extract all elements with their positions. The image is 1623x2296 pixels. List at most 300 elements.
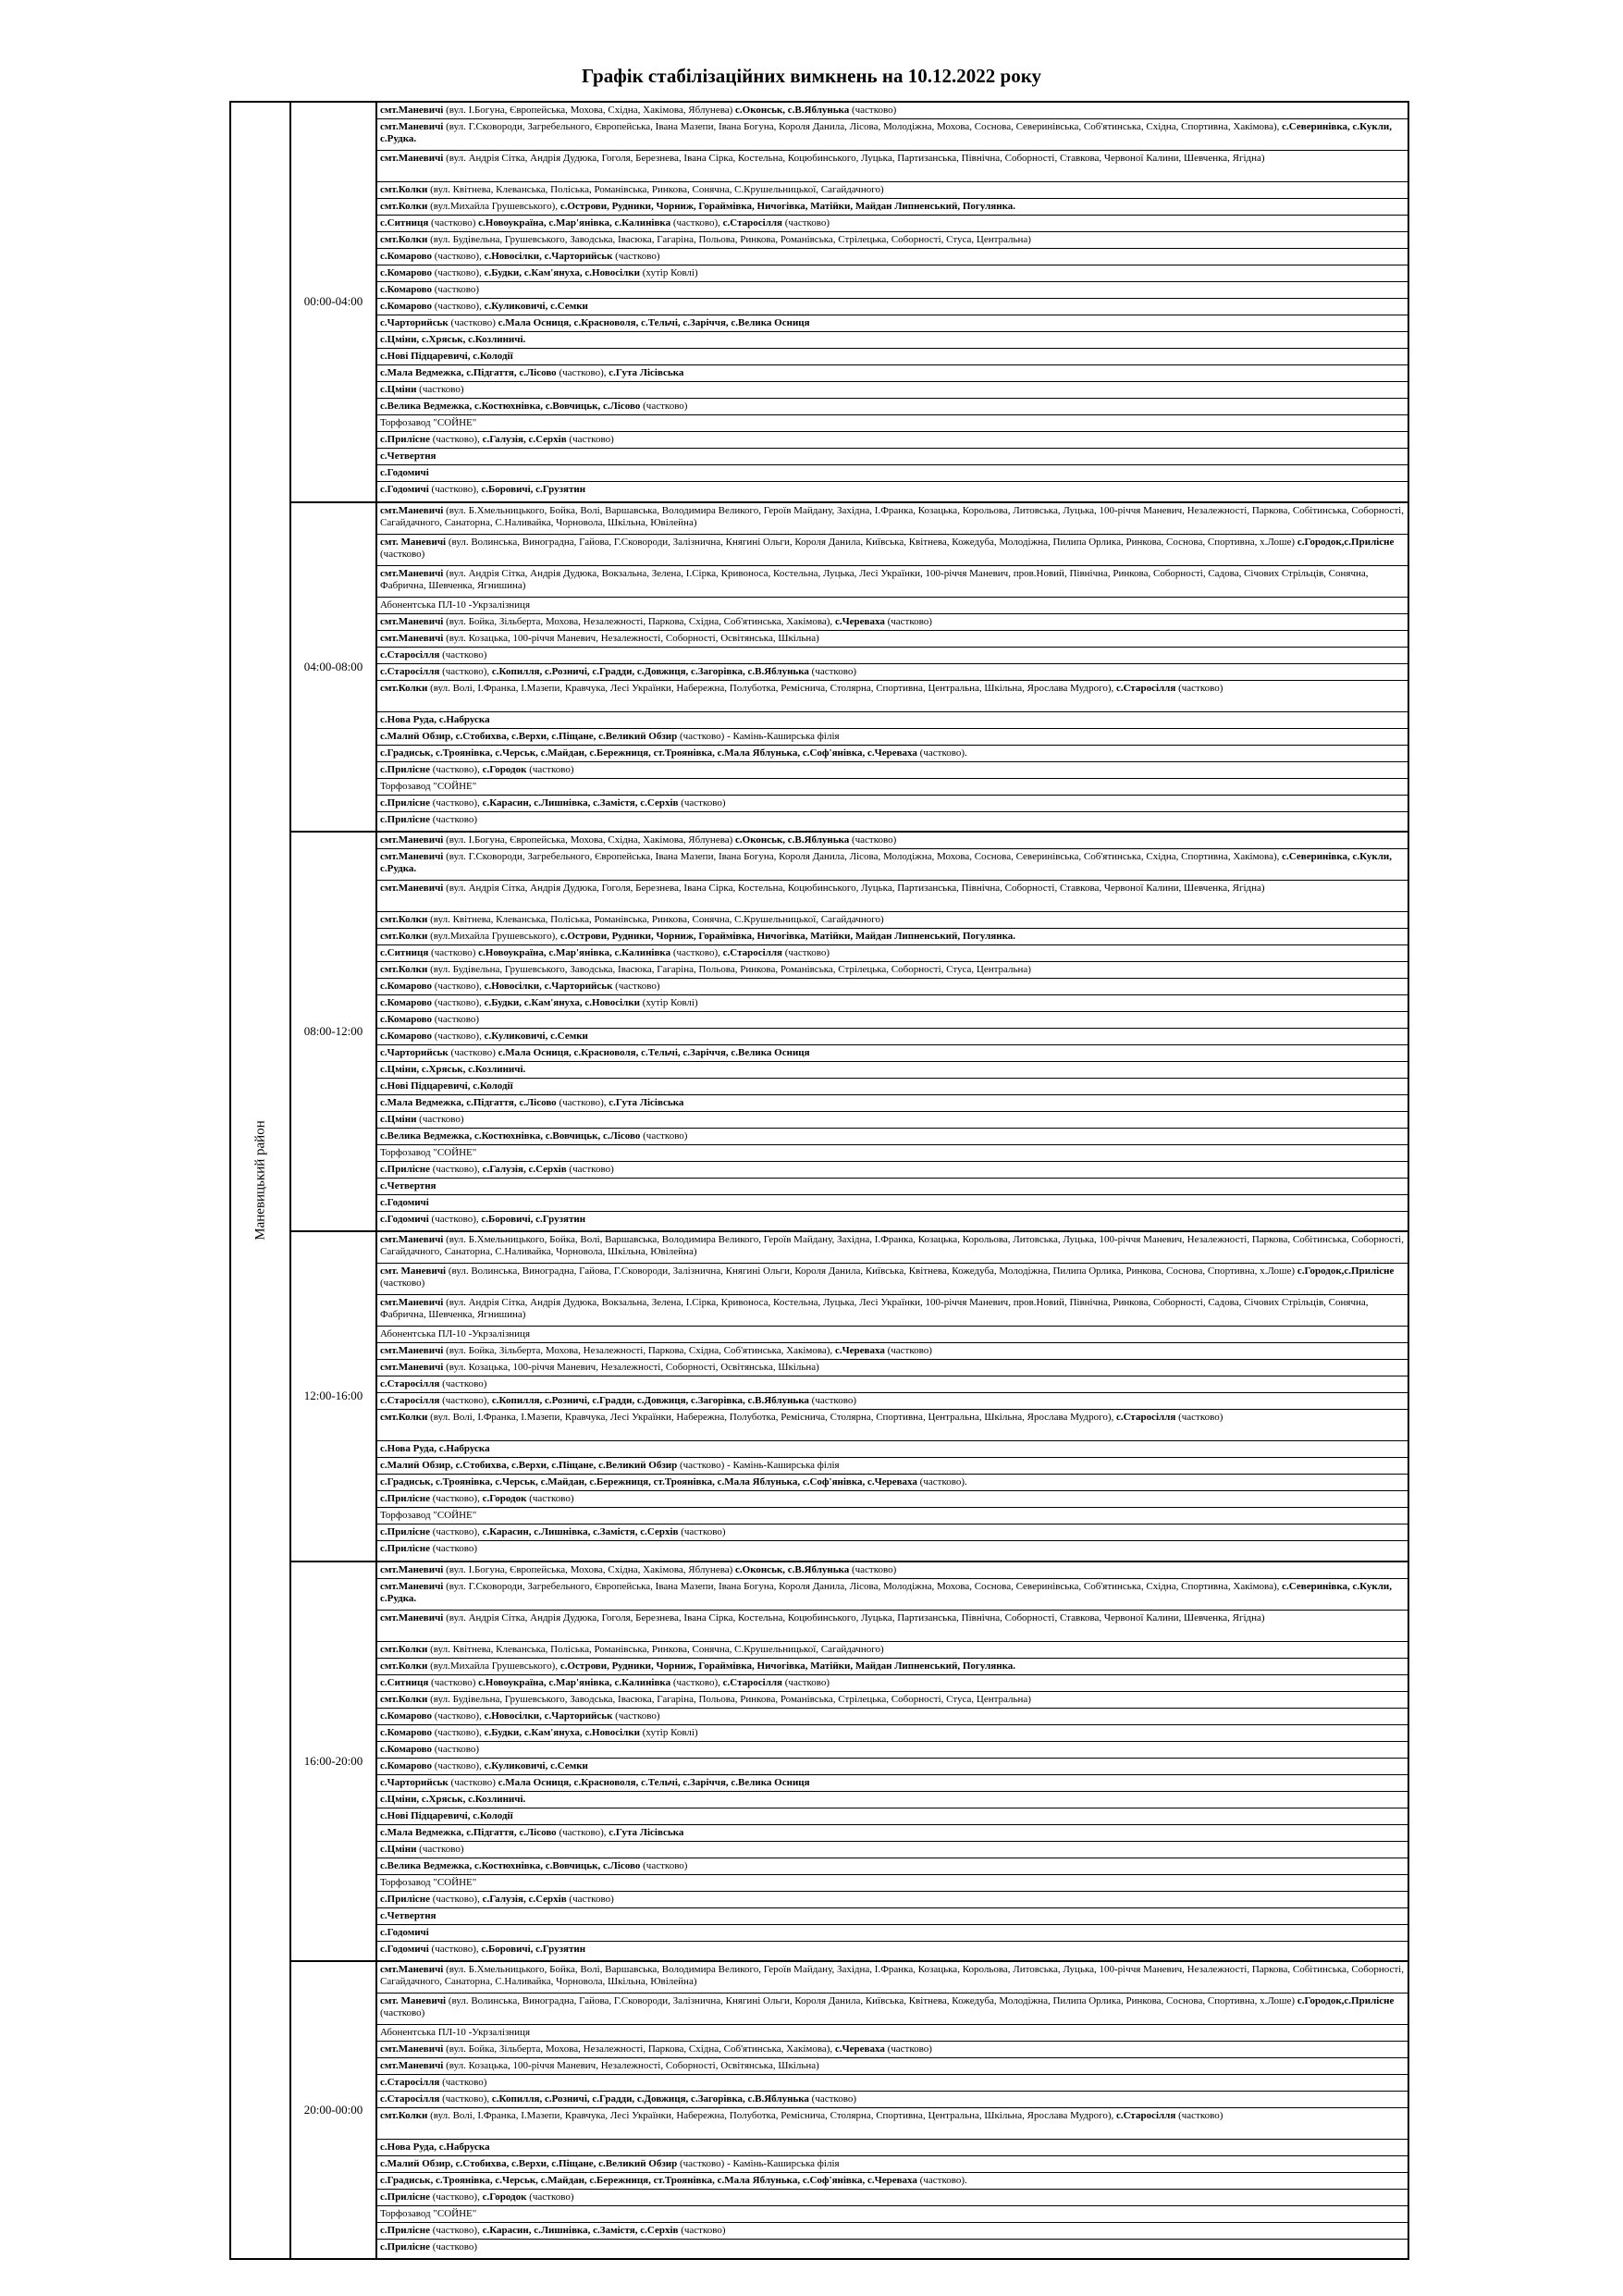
outage-detail: Абонентська ПЛ-10 -Укрзалізниця <box>380 1328 531 1340</box>
settlement-name: с.Череваха <box>834 615 885 627</box>
outage-detail: (вул. Волинська, Виноградна, Гайова, Г.Сковороди, Залізнична, Княгині Ольги, Короля Данила, Київська, Квітнева, Кожедуба, Молодіжна, Пилипа Орлика, Ринкова, Соснова, Спортивна, х.Лоше) <box>446 1995 1297 2007</box>
settlement-name: с.Старосілля <box>380 2077 440 2089</box>
settlement-name: смт.Маневичі <box>380 833 444 846</box>
settlement-name: смт.Маневичі <box>380 1345 444 1357</box>
outage-detail: (вул. Волі, І.Франка, І.Мазепи, Кравчука, Лесі Українки, Набережна, Полуботка, Ремісничa, Столярна, Спортивна, Центральна, Шкільна, Ярослава Мудрого), <box>427 1412 1116 1424</box>
settlement-name: с.Комарово <box>380 980 432 992</box>
outage-detail: (частково), <box>556 367 609 378</box>
settlement-name: с.Старосілля <box>380 648 440 660</box>
settlement-name: с.Нові Підцаревичі, с.Колодії <box>380 1080 513 1092</box>
outage-line <box>377 762 1408 779</box>
settlement-name: с.Старосілля <box>722 217 782 228</box>
settlement-name: с.Комарово <box>380 1030 432 1042</box>
outage-detail: (хутір Ковлі) <box>639 996 698 1008</box>
settlement-name: с.Новоукраїна, с.Мар'янівка, с.Калинівка <box>478 946 671 958</box>
outage-line <box>377 1892 1408 1908</box>
settlement-name: смт.Маневичі <box>380 1297 444 1309</box>
outage-detail: (частково), <box>439 2093 492 2105</box>
outage-line <box>377 1962 1408 1994</box>
outage-detail: (частково) <box>566 1163 614 1175</box>
outage-line <box>377 1908 1408 1925</box>
schedule-row <box>230 1562 1408 1962</box>
outage-detail: (частково) <box>640 1129 688 1142</box>
district-cell <box>230 102 290 2259</box>
outage-list <box>376 832 1408 1232</box>
settlement-name: с.Северинівка, с.Кукли, с.Рудка. <box>380 121 1392 144</box>
outage-detail: (частково), <box>429 2191 483 2203</box>
outage-detail: (вул. Козацька, 100-річчя Маневич, Незалежності, Соборності, Освітянська, Шкільна) <box>443 1362 819 1374</box>
outage-line <box>377 2075 1408 2092</box>
time-slot: 00:00-04:00 <box>290 102 376 502</box>
outage-detail: (частково) <box>439 1378 487 1390</box>
outage-detail: (частково) <box>808 1395 856 1407</box>
time-slot: 16:00-20:00 <box>290 1562 376 1962</box>
settlement-name: с.Цміни <box>380 1113 417 1125</box>
settlement-name: с.Комарово <box>380 1759 432 1771</box>
settlement-name: с.Прилісне <box>380 434 430 445</box>
settlement-name: с.Нова Руда, с.Набруска <box>380 1443 490 1455</box>
outage-detail: (частково), <box>431 1726 485 1738</box>
outage-line <box>377 945 1408 962</box>
outage-line <box>377 249 1408 265</box>
settlement-name: с.Четвертня <box>380 1909 436 1921</box>
outage-detail: (частково) <box>439 2077 487 2089</box>
settlement-name: с.Чарторийськ <box>380 1046 449 1058</box>
settlement-name: с.Новоукраїна, с.Мар'янівка, с.Калинівка <box>478 1676 671 1688</box>
settlement-name: с.Ситниця <box>380 946 429 958</box>
outage-line <box>377 1393 1408 1410</box>
settlement-name: с.Комарово <box>380 267 432 278</box>
settlement-name: с.Градиськ, с.Троянівка, с.Черськ, с.Майдан, с.Бережниця, ст.Троянівка, с.Мала Яблунька, с.Соф'янівка, с.Череваха <box>380 2175 917 2187</box>
outage-detail: (частково) <box>431 1013 480 1025</box>
schedule-row <box>230 102 1408 502</box>
settlement-name: смт.Маневичі <box>380 2060 444 2072</box>
settlement-name: смт. Маневичі <box>380 1265 447 1278</box>
settlement-name: с.Череваха <box>834 2043 885 2055</box>
outage-line <box>377 2058 1408 2075</box>
outage-detail: (вул. Г.Сковороди, Загребельного, Європейська, Івана Мазепи, Івана Богуна, Короля Данила, Лісова, Молодіжна, Мохова, Соснова, Северинівська, Соб'ятинська, Східна, Спортивна, Хакімова), <box>443 1580 1283 1592</box>
outage-detail: (частково) <box>678 2225 726 2237</box>
settlement-name: с.Мала Осниця, с.Красноволя, с.Тельчі, с.Заріччя, с.Велика Осниця <box>498 1046 810 1058</box>
outage-detail: (частково), <box>428 1213 482 1225</box>
outage-detail: (вул. І.Богуна, Європейська, Мохова, Східна, Хакімова, Яблунева) <box>443 105 736 116</box>
outage-detail: (вул. І.Богуна, Європейська, Мохова, Східна, Хакімова, Яблунева) <box>443 833 736 846</box>
outage-detail: (вул. Андрія Сітка, Андрія Дудюка, Вокзальна, Зелена, І.Сірка, Кривоноса, Костельна, Луцька, Лесі Українки, 100-річчя Маневич, пров.Новий, Північна, Ринкова, Соборності, Садова, Січових Стрільців, Сонячна, Фабрична, Шевченка, Ягнишина) <box>380 1297 1369 1321</box>
settlement-name: с.Северинівка, с.Кукли, с.Рудка. <box>380 850 1392 874</box>
outage-detail: (вул. Андрія Сітка, Андрія Дудюка, Гоголя, Березнева, Івана Сірка, Костельна, Коцюбинського, Луцька, Партизанська, Північна, Соборності, Ставкова, Червоної Калини, Шевченка, Ягідна) <box>443 1611 1265 1623</box>
outage-line <box>377 779 1408 796</box>
outage-detail: (частково) <box>448 317 498 328</box>
outage-line <box>377 995 1408 1012</box>
outage-detail: (частково) <box>526 2191 574 2203</box>
outage-detail: (частково), <box>556 1096 609 1108</box>
settlement-name: смт.Маневичі <box>380 882 444 894</box>
outage-detail: (вул. Г.Сковороди, Загребельного, Європейська, Івана Мазепи, Івана Богуна, Короля Данила, Лісова, Молодіжна, Мохова, Соснова, Северинівська, Соб'ятинська, Східна, Спортивна, Хакімова), <box>443 121 1283 132</box>
outage-line <box>377 2206 1408 2223</box>
outage-detail: (вул. Волинська, Виноградна, Гайова, Г.Сковороди, Залізнична, Княгині Ольги, Короля Данила, Київська, Квітнева, Кожедуба, Молодіжна, Пилипа Орлика, Ринкова, Соснова, Спортивна, х.Лоше) <box>446 536 1297 548</box>
outage-detail: (вул.Михайла Грушевського), <box>427 201 560 212</box>
outage-line <box>377 2223 1408 2240</box>
outage-line <box>377 1410 1408 1441</box>
outage-line <box>377 1162 1408 1179</box>
outage-detail: (частково) <box>566 1893 614 1905</box>
settlement-name: с.Годомичі <box>380 1213 429 1225</box>
settlement-name: с.Прилісне <box>380 1526 430 1538</box>
settlement-name: с.Велика Ведмежка, с.Костюхнівка, с.Вовчицьк, с.Лісово <box>380 1129 641 1142</box>
outage-detail: (частково) <box>1175 682 1223 694</box>
outage-line <box>377 1759 1408 1775</box>
outage-line <box>377 1642 1408 1659</box>
settlement-name: с.Ситниця <box>380 1676 429 1688</box>
outage-line <box>377 2173 1408 2190</box>
settlement-name: с.Оконськ, с.В.Яблунька <box>735 833 850 846</box>
outage-detail: (частково), <box>429 763 483 775</box>
outage-line <box>377 1045 1408 1062</box>
outage-detail: (частково) <box>566 434 614 445</box>
outage-detail: (частково), <box>556 1826 609 1838</box>
outage-detail: Торфозавод "СОЙНЕ" <box>380 1510 477 1522</box>
outage-line <box>377 503 1408 535</box>
outage-detail: (частково) <box>380 1278 425 1290</box>
outage-line <box>377 1611 1408 1642</box>
settlement-name: с.Градиськ, с.Троянівка, с.Черськ, с.Майдан, с.Бережниця, ст.Троянівка, с.Мала Яблунька, с.Соф'янівка, с.Череваха <box>380 1476 917 1488</box>
settlement-name: с.Старосілля <box>1115 1412 1176 1424</box>
outage-detail: (частково), <box>439 665 492 677</box>
settlement-name: с.Годомичі <box>380 1196 429 1208</box>
settlement-name: с.Гута Лісівська <box>609 367 684 378</box>
outage-line <box>377 465 1408 482</box>
page-title: Графік стабілізаційних вимкнень на 10.12.2022 року <box>582 65 1041 87</box>
outage-line <box>377 631 1408 648</box>
settlement-name: с.Острови, Рудники, Чорниж, Гораймівка, Ничогівка, Матійки, Майдан Липненський, Погулянка. <box>559 1660 1016 1672</box>
settlement-name: с.Велика Ведмежка, с.Костюхнівка, с.Вовчицьк, с.Лісово <box>380 1859 641 1871</box>
outage-detail: (частково), <box>429 796 483 809</box>
outage-line <box>377 796 1408 812</box>
outage-line <box>377 535 1408 566</box>
outage-line <box>377 232 1408 249</box>
settlement-name: с.Новоукраїна, с.Мар'янівка, с.Калинівка <box>478 217 671 228</box>
settlement-name: с.Городок <box>482 763 527 775</box>
time-slot: 12:00-16:00 <box>290 1231 376 1561</box>
outage-detail: Торфозавод "СОЙНЕ" <box>380 417 477 428</box>
outage-detail: (частково), <box>429 1893 483 1905</box>
outage-detail: (частково), <box>429 1163 483 1175</box>
settlement-name: с.Годомичі <box>380 1926 429 1938</box>
settlement-name: с.Городок,с.Прилісне <box>1297 1995 1395 2007</box>
outage-line <box>377 1942 1408 1957</box>
outage-detail: (частково) <box>849 1563 897 1575</box>
time-slot: 08:00-12:00 <box>290 832 376 1232</box>
outage-detail: (частково) <box>380 2007 425 2019</box>
settlement-name: смт.Маневичі <box>380 1234 444 1246</box>
outage-detail: (вул. Андрія Сітка, Андрія Дудюка, Вокзальна, Зелена, І.Сірка, Кривоноса, Костельна, Луцька, Лесі Українки, 100-річчя Маневич, пров.Новий, Північна, Ринкова, Соборності, Садова, Січових Стрільців, Сонячна, Фабрична, Шевченка, Ягнишина) <box>380 567 1369 591</box>
settlement-name: с.Старосілля <box>380 1378 440 1390</box>
outage-line <box>377 833 1408 849</box>
outage-detail: (частково) <box>640 1859 688 1871</box>
outage-detail: (частково), <box>431 1759 485 1771</box>
outage-line <box>377 648 1408 664</box>
settlement-name: с.Старосілля <box>1115 2110 1176 2122</box>
settlement-name: смт. Маневичі <box>380 1995 447 2007</box>
outage-detail: (частково), <box>431 301 485 312</box>
settlement-name: с.Копилля, с.Розничі, с.Градди, с.Довжиця, с.Загорівка, с.В.Яблунька <box>491 1395 809 1407</box>
settlement-name: с.Мала Осниця, с.Красноволя, с.Тельчі, с.Заріччя, с.Велика Осниця <box>498 317 810 328</box>
settlement-name: смт.Колки <box>380 1660 428 1672</box>
settlement-name: с.Карасин, с.Лишнівка, с.Замістя, с.Серхів <box>482 1526 679 1538</box>
outage-line <box>377 365 1408 382</box>
outage-line <box>377 598 1408 614</box>
outage-line <box>377 1264 1408 1295</box>
outage-detail: (частково) <box>612 1710 660 1722</box>
outage-line <box>377 2190 1408 2206</box>
settlement-name: с.Прилісне <box>380 1163 430 1175</box>
outage-line <box>377 432 1408 449</box>
outage-line <box>377 1095 1408 1112</box>
outage-detail: (частково) <box>429 813 478 825</box>
outage-detail: (частково) <box>431 284 480 295</box>
outage-detail: (вул. Будівельна, Грушевського, Заводська, Івасюка, Гагаріна, Польова, Ринкова, Романівська, Стрілецька, Соборності, Стуса, Центральна) <box>427 963 1031 975</box>
outage-line <box>377 1062 1408 1079</box>
outage-detail: (вул. Бойка, Зільберта, Мохова, Незалежності, Паркова, Східна, Соб'ятинська, Хакімова), <box>443 2043 835 2055</box>
outage-line <box>377 712 1408 729</box>
outage-line <box>377 1775 1408 1792</box>
settlement-name: смт.Маневичі <box>380 1611 444 1623</box>
outage-detail: (частково) <box>431 1743 480 1755</box>
outage-detail: (частково), <box>431 980 485 992</box>
outage-detail: Абонентська ПЛ-10 -Укрзалізниця <box>380 599 531 611</box>
outage-detail: (частково), <box>439 1395 492 1407</box>
outage-line <box>377 282 1408 299</box>
outage-detail: (вул. Квітнева, Клеванська, Поліська, Романівська, Ринкова, Сонячна, С.Крушельницької, Сагайдачного) <box>427 913 884 925</box>
settlement-name: с.Оконськ, с.В.Яблунька <box>735 1563 850 1575</box>
settlement-name: смт.Маневичі <box>380 567 444 579</box>
outage-detail: (вул. Волі, І.Франка, І.Мазепи, Кравчука, Лесі Українки, Набережна, Полуботка, Ремісничa, Столярна, Спортивна, Центральна, Шкільна, Ярослава Мудрого), <box>427 682 1116 694</box>
settlement-name: с.Галузія, с.Серхів <box>482 434 567 445</box>
settlement-name: с.Комарово <box>380 284 432 295</box>
outage-line <box>377 1295 1408 1327</box>
outage-detail: Торфозавод "СОЙНЕ" <box>380 2208 477 2220</box>
outage-line <box>377 1562 1408 1579</box>
outage-detail: (частково) <box>380 548 425 560</box>
settlement-name: с.Цміни, с.Хряськ, с.Козлиничі. <box>380 334 526 345</box>
outage-detail: (частково) <box>808 665 856 677</box>
settlement-name: с.Четвертня <box>380 451 436 462</box>
settlement-name: смт.Колки <box>380 2110 428 2122</box>
settlement-name: с.Комарово <box>380 1726 432 1738</box>
settlement-name: с.Годомичі <box>380 484 429 495</box>
outage-line <box>377 849 1408 881</box>
outage-line <box>377 729 1408 746</box>
outage-detail: (вул.Михайла Грушевського), <box>427 930 560 942</box>
settlement-name: с.Комарово <box>380 1013 432 1025</box>
outage-line <box>377 382 1408 399</box>
outage-detail: (частково) <box>849 833 897 846</box>
outage-line <box>377 315 1408 332</box>
outage-line <box>377 1029 1408 1045</box>
outage-line <box>377 299 1408 315</box>
outage-detail: (вул.Михайла Грушевського), <box>427 1660 560 1672</box>
outage-line <box>377 1232 1408 1264</box>
settlement-name: с.Мала Ведмежка, с.Підгаття, с.Лісово <box>380 1826 557 1838</box>
settlement-name: с.Старосілля <box>722 946 782 958</box>
settlement-name: с.Четвертня <box>380 1179 436 1191</box>
settlement-name: с.Прилісне <box>380 2241 430 2253</box>
settlement-name: смт.Маневичі <box>380 2043 444 2055</box>
settlement-name: с.Прилісне <box>380 1893 430 1905</box>
settlement-name: с.Цміни <box>380 384 417 395</box>
settlement-name: с.Комарово <box>380 251 432 262</box>
outage-detail: (частково) <box>782 217 830 228</box>
outage-line <box>377 1327 1408 1343</box>
outage-line <box>377 1692 1408 1709</box>
outage-detail: (частково) <box>429 2241 478 2253</box>
outage-line <box>377 1842 1408 1858</box>
outage-line <box>377 1508 1408 1524</box>
outage-detail: (вул. Волі, І.Франка, І.Мазепи, Кравчука, Лесі Українки, Набережна, Полуботка, Ремісничa, Столярна, Спортивна, Центральна, Шкільна, Ярослава Мудрого), <box>427 2110 1116 2122</box>
outage-detail: (частково) <box>428 946 479 958</box>
outage-line <box>377 812 1408 828</box>
schedule-row <box>230 1231 1408 1561</box>
outage-line <box>377 881 1408 912</box>
outage-detail: (вул. Козацька, 100-річчя Маневич, Незалежності, Соборності, Освітянська, Шкільна) <box>443 632 819 644</box>
outage-line <box>377 2140 1408 2156</box>
settlement-name: смт.Колки <box>380 1693 428 1705</box>
outage-detail: (вул. Бойка, Зільберта, Мохова, Незалежності, Паркова, Східна, Соб'ятинська, Хакімова), <box>443 615 835 627</box>
outage-detail: (частково) <box>448 1776 498 1788</box>
outage-line <box>377 1360 1408 1376</box>
settlement-name: с.Прилісне <box>380 813 430 825</box>
outage-detail: (частково), <box>670 217 723 228</box>
settlement-name: смт.Маневичі <box>380 1563 444 1575</box>
outage-line <box>377 151 1408 182</box>
outage-detail: (частково), <box>431 1710 485 1722</box>
outage-detail: (вул. Козацька, 100-річчя Маневич, Незалежності, Соборності, Освітянська, Шкільна) <box>443 2060 819 2072</box>
outage-line <box>377 265 1408 282</box>
outage-detail: (частково), <box>431 1030 485 1042</box>
outage-line <box>377 929 1408 945</box>
outage-line <box>377 1675 1408 1692</box>
outage-list <box>376 1961 1408 2259</box>
outage-detail: Торфозавод "СОЙНЕ" <box>380 1146 477 1158</box>
outage-line <box>377 614 1408 631</box>
outage-detail: (частково) <box>448 1046 498 1058</box>
outage-detail: (частково) <box>416 1113 464 1125</box>
settlement-name: с.Малий Обзир, с.Стобихва, с.Верхи, с.Піщане, с.Великий Обзир <box>380 1460 678 1472</box>
outage-detail: (вул. Квітнева, Клеванська, Поліська, Романівська, Ринкова, Сонячна, С.Крушельницької, Сагайдачного) <box>427 184 884 195</box>
outage-line <box>377 1179 1408 1195</box>
settlement-name: смт.Колки <box>380 1412 428 1424</box>
outage-detail: (частково) <box>884 1345 932 1357</box>
outage-detail: (вул. Бойка, Зільберта, Мохова, Незалежності, Паркова, Східна, Соб'ятинська, Хакімова), <box>443 1345 835 1357</box>
settlement-name: с.Цміни, с.Хряськ, с.Козлиничі. <box>380 1063 526 1075</box>
outage-detail: (частково) <box>428 1676 479 1688</box>
outage-line <box>377 1994 1408 2025</box>
settlement-name: с.Куликовичі, с.Семки <box>484 1030 588 1042</box>
outage-detail: (частково) <box>429 1543 478 1555</box>
settlement-name: с.Малий Обзир, с.Стобихва, с.Верхи, с.Піщане, с.Великий Обзир <box>380 730 678 742</box>
outage-line <box>377 2092 1408 2108</box>
settlement-name: с.Карасин, с.Лишнівка, с.Замістя, с.Серхів <box>482 796 679 809</box>
outage-detail: (частково) <box>612 251 660 262</box>
settlement-name: с.Копилля, с.Розничі, с.Градди, с.Довжиця, с.Загорівка, с.В.Яблунька <box>491 665 809 677</box>
settlement-name: смт.Колки <box>380 682 428 694</box>
outage-line <box>377 1079 1408 1095</box>
settlement-name: с.Городок,с.Прилісне <box>1297 536 1395 548</box>
outage-detail: (частково) <box>782 1676 830 1688</box>
outage-line <box>377 103 1408 119</box>
outage-detail: (частково). <box>916 2175 967 2187</box>
outage-line <box>377 1129 1408 1145</box>
outage-line <box>377 2156 1408 2173</box>
outage-line <box>377 2042 1408 2058</box>
schedule-row <box>230 832 1408 1232</box>
outage-line <box>377 2025 1408 2042</box>
settlement-name: с.Боровичі, с.Грузятин <box>481 1213 586 1225</box>
outage-detail: (частково) <box>849 105 897 116</box>
outage-line <box>377 1524 1408 1541</box>
outage-detail: (частково), <box>431 267 485 278</box>
settlement-name: с.Нові Підцаревичі, с.Колодії <box>380 351 513 362</box>
time-slot: 20:00-00:00 <box>290 1961 376 2259</box>
settlement-name: смт.Маневичі <box>380 1362 444 1374</box>
settlement-name: с.Острови, Рудники, Чорниж, Гораймівка, Ничогівка, Матійки, Майдан Липненський, Погулянка. <box>559 930 1016 942</box>
time-slot: 04:00-08:00 <box>290 502 376 832</box>
outage-line <box>377 216 1408 232</box>
outage-detail: (вул. Андрія Сітка, Андрія Дудюка, Гоголя, Березнева, Івана Сірка, Костельна, Коцюбинського, Луцька, Партизанська, Північна, Соборності, Ставкова, Червоної Калини, Шевченка, Ягідна) <box>443 153 1265 164</box>
outage-detail: (частково) <box>1175 2110 1223 2122</box>
outage-line <box>377 199 1408 216</box>
outage-detail: (частково) <box>439 648 487 660</box>
outage-line <box>377 1579 1408 1611</box>
settlement-name: с.Городок <box>482 2191 527 2203</box>
settlement-name: с.Нова Руда, с.Набруска <box>380 713 490 725</box>
outage-line <box>377 2108 1408 2140</box>
settlement-name: с.Старосілля <box>380 665 440 677</box>
settlement-name: с.Острови, Рудники, Чорниж, Гораймівка, Ничогівка, Матійки, Майдан Липненський, Погулянка. <box>559 201 1016 212</box>
outage-detail: (частково) <box>612 980 660 992</box>
outage-detail: (частково) <box>884 2043 932 2055</box>
settlement-name: с.Новосілки, с.Чарторийськ <box>484 251 613 262</box>
outage-detail: (вул. Б.Хмельницького, Бойка, Волі, Варшавська, Володимира Великого, Героїв Майдану, Західна, І.Франка, Козацька, Корольова, Литовська, Луцька, 100-річчя Маневич, Незалежності, Паркова, Собітинська, Соборності, Сагайдачного, Санаторна, С.Наливайка, Чорновола, Шкільна, Ювілейна) <box>380 504 1404 528</box>
settlement-name: с.Куликовичі, с.Семки <box>484 1759 588 1771</box>
outage-detail: (частково), <box>429 1526 483 1538</box>
outage-detail: (частково) <box>416 384 464 395</box>
outage-list <box>376 502 1408 832</box>
settlement-name: с.Старосілля <box>722 1676 782 1688</box>
schedule-row <box>230 502 1408 832</box>
settlement-name: с.Цміни, с.Хряськ, с.Козлиничі. <box>380 1793 526 1805</box>
settlement-name: с.Ситниця <box>380 217 429 228</box>
outage-detail: (частково), <box>670 1676 723 1688</box>
outage-detail: (частково) <box>808 2093 856 2105</box>
outage-line <box>377 962 1408 979</box>
outage-line <box>377 2240 1408 2255</box>
outage-detail: (частково) <box>1175 1412 1223 1424</box>
outage-detail: (вул. І.Богуна, Європейська, Мохова, Східна, Хакімова, Яблунева) <box>443 1563 736 1575</box>
settlement-name: смт.Маневичі <box>380 632 444 644</box>
outage-detail: (вул. Г.Сковороди, Загребельного, Європейська, Івана Мазепи, Івана Богуна, Короля Данила, Лісова, Молодіжна, Мохова, Соснова, Северинівська, Соб'ятинська, Східна, Спортивна, Хакімова), <box>443 850 1283 862</box>
settlement-name: с.Карасин, с.Лишнівка, с.Замістя, с.Серхів <box>482 2225 679 2237</box>
settlement-name: с.Мала Ведмежка, с.Підгаття, с.Лісово <box>380 367 557 378</box>
schedule-table <box>229 101 1409 2260</box>
outage-line <box>377 1875 1408 1892</box>
outage-line <box>377 566 1408 598</box>
outage-line <box>377 415 1408 432</box>
outage-line <box>377 119 1408 151</box>
outage-line <box>377 1541 1408 1557</box>
outage-detail: Абонентська ПЛ-10 -Укрзалізниця <box>380 2027 531 2039</box>
settlement-name: с.Гута Лісівська <box>609 1096 684 1108</box>
